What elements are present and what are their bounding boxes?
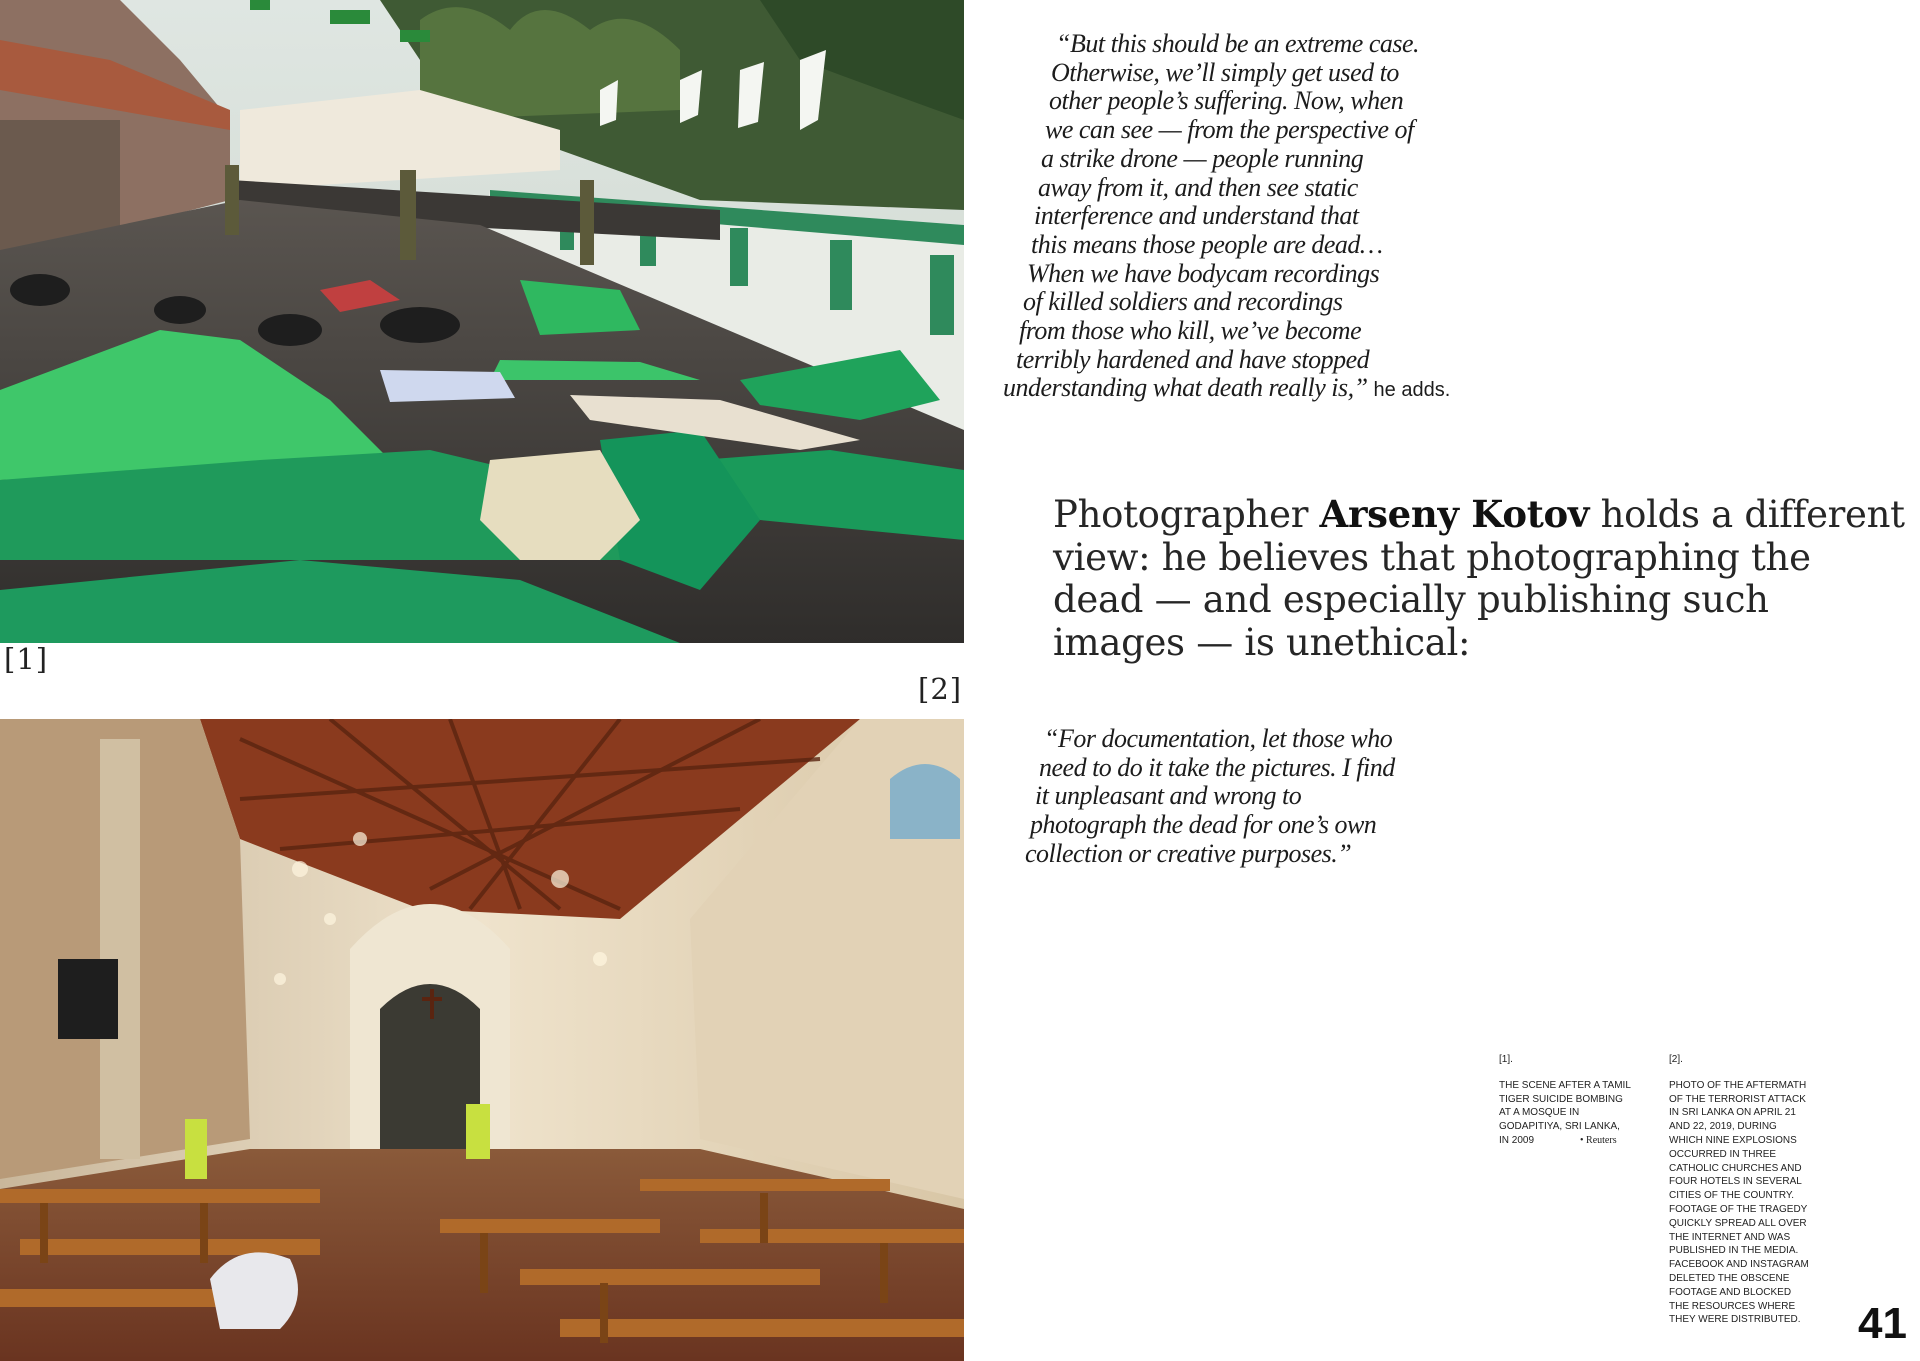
- photo-1-marker: [1]: [4, 642, 49, 676]
- caption-line: IN 2009: [1499, 1134, 1535, 1146]
- caption-line: AND 22, 2019, DURING: [1669, 1121, 1777, 1133]
- caption-line: PUBLISHED IN THE MEDIA.: [1669, 1245, 1799, 1257]
- caption-number: [2].: [1669, 1054, 1683, 1065]
- statement-text: view: he believes that photographing the: [1053, 535, 1811, 579]
- quote-line: understanding what death really is,”: [1003, 373, 1368, 403]
- caption-line: THE SCENE AFTER A TAMIL: [1499, 1079, 1631, 1091]
- photographer-name: Arseny Kotov: [1319, 492, 1590, 536]
- quote-line: When we have bodycam recordings: [1027, 258, 1380, 288]
- quote-line: of killed soldiers and recordings: [1023, 287, 1343, 317]
- caption-line: FOOTAGE OF THE TRAGEDY: [1669, 1203, 1808, 1215]
- caption-line: THE INTERNET AND WAS: [1669, 1231, 1791, 1243]
- caption-line: DELETED THE OBSCENE: [1669, 1272, 1790, 1284]
- caption-line: FOUR HOTELS IN SEVERAL: [1669, 1176, 1802, 1188]
- caption-line: QUICKLY SPREAD ALL OVER: [1669, 1217, 1807, 1229]
- quote-line: collection or creative purposes.”: [1025, 838, 1352, 868]
- photo-church-aftermath: [0, 719, 964, 1361]
- quote-line: photograph the dead for one’s own: [1030, 810, 1377, 840]
- quote-line: away from it, and then see static: [1038, 172, 1358, 202]
- caption-line: TIGER SUICIDE BOMBING: [1499, 1093, 1623, 1105]
- pull-quote-documentation: [1025, 725, 1445, 869]
- photo-credit: • Reuters: [1580, 1134, 1617, 1146]
- caption-number: [1].: [1499, 1054, 1513, 1065]
- caption-line: CATHOLIC CHURCHES AND: [1669, 1162, 1802, 1174]
- caption-line: GODAPITIYA, SRI LANKA,: [1499, 1121, 1620, 1133]
- photo-mosque-bombing-scene: [0, 0, 964, 643]
- pull-quote-drone: [1003, 30, 1483, 405]
- caption-line: FOOTAGE AND BLOCKED: [1669, 1286, 1792, 1298]
- caption-line: IN SRI LANKA ON APRIL 21: [1669, 1107, 1796, 1119]
- quote-line: this means those people are dead…: [1031, 229, 1383, 259]
- caption-line: THEY WERE DISTRIBUTED.: [1669, 1314, 1801, 1326]
- caption-line: THE RESOURCES WHERE: [1669, 1300, 1796, 1312]
- statement-text: Photographer: [1053, 493, 1309, 536]
- quote-line: Otherwise, we’ll simply get used to: [1051, 57, 1399, 87]
- page-number: 41: [1858, 1299, 1907, 1348]
- quote-attribution: he adds.: [1373, 379, 1451, 402]
- caption-line: OCCURRED IN THREE: [1669, 1148, 1777, 1160]
- statement-text: dead — and especially publishing such: [1053, 578, 1769, 621]
- caption-line: AT A MOSQUE IN: [1499, 1107, 1580, 1119]
- quote-line: it unpleasant and wrong to: [1035, 781, 1302, 811]
- quote-line: terribly hardened and have stopped: [1016, 344, 1370, 374]
- photo-2-caption: [1669, 1053, 1819, 1327]
- quote-line: we can see — from the perspective of: [1045, 115, 1414, 145]
- caption-line: PHOTO OF THE AFTERMATH: [1669, 1079, 1807, 1091]
- statement-paragraph: [1053, 492, 1905, 664]
- statement-text: images — is unethical:: [1053, 620, 1471, 664]
- caption-line: CITIES OF THE COUNTRY.: [1669, 1190, 1795, 1202]
- quote-line: other people’s suffering. Now, when: [1049, 86, 1404, 116]
- quote-line: need to do it take the pictures. I find: [1039, 752, 1395, 782]
- quote-line: “But this should be an extreme case.: [1056, 29, 1420, 58]
- quote-line: from those who kill, we’ve become: [1019, 316, 1362, 346]
- caption-line: WHICH NINE EXPLOSIONS: [1669, 1134, 1797, 1146]
- caption-line: OF THE TERRORIST ATTACK: [1669, 1093, 1806, 1105]
- statement-text: holds a different: [1600, 493, 1905, 536]
- photo-2-marker: [2]: [918, 672, 963, 706]
- photo-1-caption: [1499, 1053, 1639, 1148]
- quote-line: a strike drone — people running: [1041, 143, 1364, 173]
- quote-line: interference and understand that: [1034, 201, 1359, 231]
- quote-line: “For documentation, let those who: [1044, 724, 1393, 753]
- caption-line: FACEBOOK AND INSTAGRAM: [1669, 1259, 1809, 1271]
